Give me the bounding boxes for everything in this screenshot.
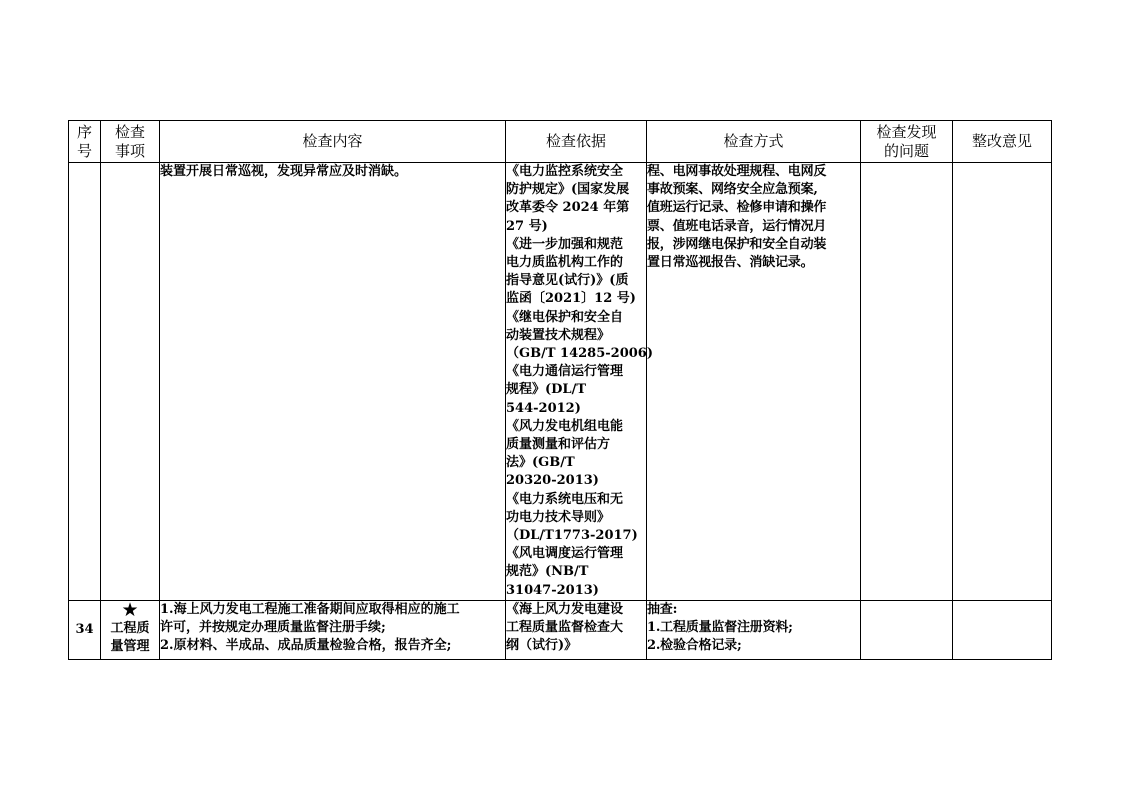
header-basis: 检查依据 bbox=[506, 121, 647, 163]
cell-seq bbox=[69, 163, 101, 601]
header-issues: 检查发现 的问题 bbox=[861, 121, 953, 163]
table-row-34 bbox=[69, 600, 1052, 659]
table-row-continued bbox=[69, 163, 1052, 601]
cell-item: ★ 工程质 量管理 bbox=[101, 600, 160, 659]
cell-method: 程、电网事故处理规程、电网反 事故预案、网络安全应急预案, 值班运行记录、检修申请和操作 票、值班电话录音，运行情况月 报，涉网继电保护和安全自动装 置日常巡视报告、消缺记录。 bbox=[647, 163, 861, 601]
header-item: 检查 事项 bbox=[101, 121, 160, 163]
cell-opinion bbox=[953, 600, 1052, 659]
cell-basis: 《海上风力发电建设 工程质量监督检查大 纲（试行)》 bbox=[506, 600, 647, 659]
inspection-table bbox=[68, 120, 1052, 660]
cell-item bbox=[101, 163, 160, 601]
header-seq: 序 号 bbox=[69, 121, 101, 163]
header-row bbox=[69, 121, 1052, 163]
header-method: 检查方式 bbox=[647, 121, 861, 163]
cell-issues bbox=[861, 600, 953, 659]
star-icon: ★ bbox=[121, 598, 139, 621]
header-content: 检查内容 bbox=[160, 121, 506, 163]
header-opinion: 整改意见 bbox=[953, 121, 1052, 163]
cell-basis: 《电力监控系统安全 防护规定》(国家发展 改革委令 2024 年第 27 号) 《进一步加强和规范 电力质监机构工作的 指导意见(试行)》(质 监函〔2021〕12 号) 《继电保护和安全自 动装置技术规程》 （GB/T 14285-2006) 《电力通信运行管理 规程》(DL/T 544-2012) 《风力发电机组电能 质量测量和评估方 法》(GB/T 20320-2013) 《电力系统电压和无 功电力技术导则》 （DL/T1773-2017) 《风电调度运行管理 规范》(NB/T 31047-2013) bbox=[506, 163, 647, 601]
cell-opinion bbox=[953, 163, 1052, 601]
cell-seq: 34 bbox=[69, 600, 101, 659]
cell-issues bbox=[861, 163, 953, 601]
cell-content: 1.海上风力发电工程施工准备期间应取得相应的施工 许可，并按规定办理质量监督注册手续; 2.原材料、半成品、成品质量检验合格，报告齐全; bbox=[160, 600, 506, 659]
cell-content: 装置开展日常巡视，发现异常应及时消缺。 bbox=[160, 163, 506, 601]
cell-method: 抽查: 1.工程质量监督注册资料; 2.检验合格记录; bbox=[647, 600, 861, 659]
